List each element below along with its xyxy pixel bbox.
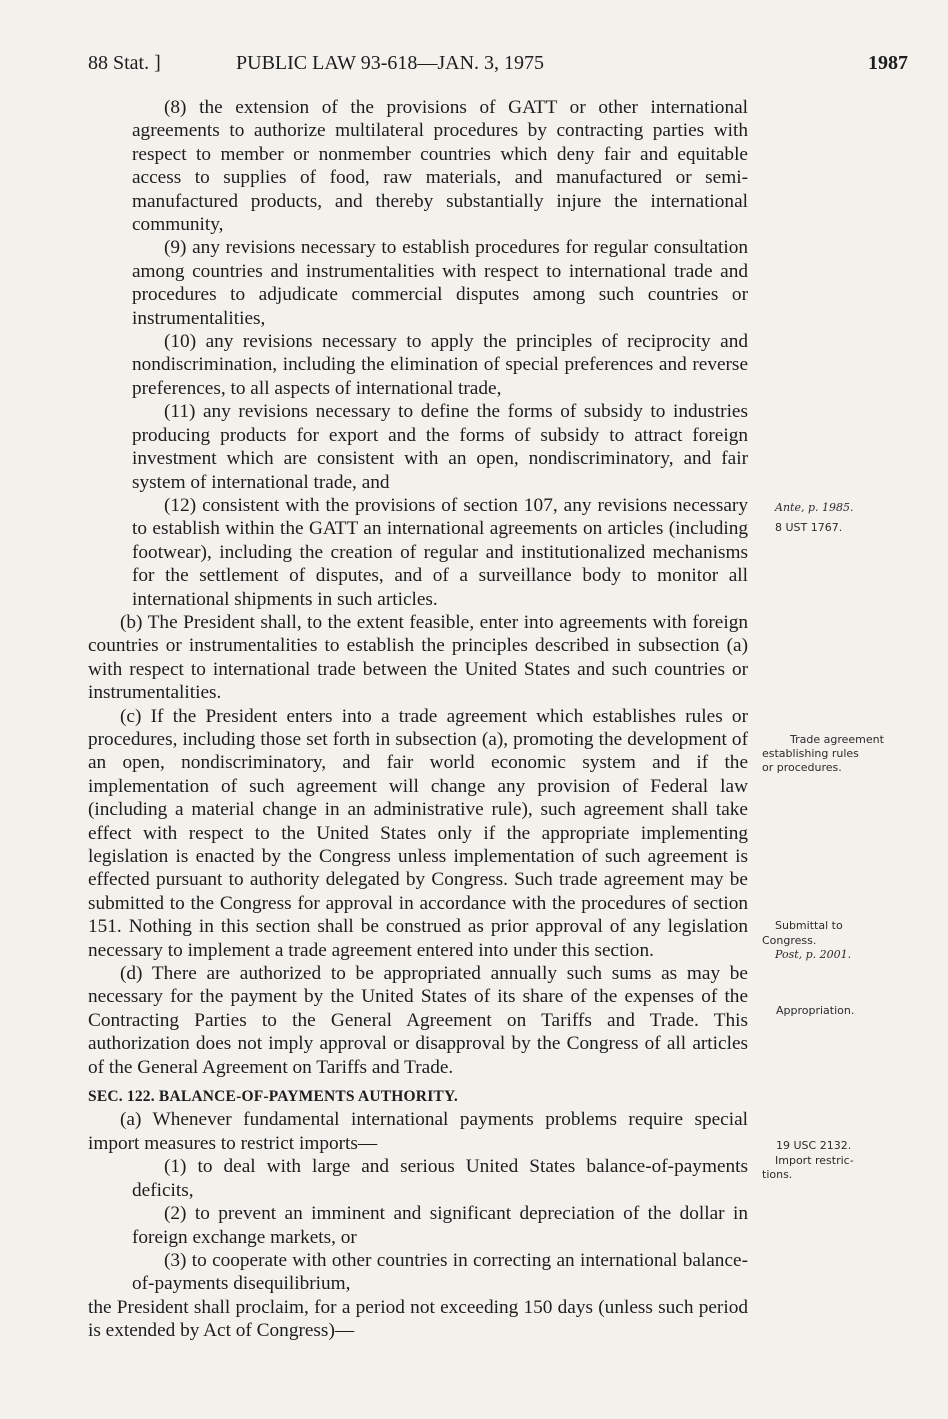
page-header [88, 52, 908, 86]
margin-note-post [775, 948, 851, 962]
subsection-c: (c) If the President enters into a trade agreement which establishes rules or procedures, including those set forth in subsection (a), promoting the development of an open, nondiscriminatory, and fair world economic system and if the implementation of such agreement will change any provision of Federal law (including a material change in an administrative rule), such agreement shall take effect with respect to the United States only if the appropriate implementing legislation is enacted by the Congress unless implementation of such agreement is effected pursuant to authority delegated by Congress. Such trade agreement may be submitted to the Congress for approval in accordance with the procedures of section 151. Nothing in this section shall be construed as prior approval of any legislation necessary to implement a trade agreement entered into under this section. [88, 705, 748, 961]
margin-note-ante [775, 501, 853, 515]
paragraph-12: (12) consistent with the provisions of section 107, any revisions necessary to establish within the GATT an international agreements on articles (including footwear), including the creation of regular and institutionalized mechanisms for the settlement of disputes, and of a surveillance body to monitor all international shipments in such articles. [132, 494, 748, 610]
margin-note-tions: tions. [762, 1168, 793, 1181]
subsection-d: (d) There are authorized to be appropriated annually such sums as may be necessary for the payment by the United States of its share of the expenses of the Contracting Parties to the General Agreement on Tariffs and Trade. This authorization does not imply approval or disapproval by the Congress of all articles of the General Agreement on Tariffs and Trade. [88, 963, 748, 1078]
section-122-a-3: (3) to cooperate with other countries in correcting an international balance-of-payments disequilibrium, [132, 1249, 748, 1295]
section-122-a: (a) Whenever fundamental international payments problems require special import measures to restrict imports— [88, 1109, 748, 1154]
page-number: 1987 [868, 52, 908, 74]
margin-note-import: Import restric- [775, 1154, 854, 1167]
paragraph-9: (9) any revisions necessary to establish procedures for regular consultation among countries and instrumentalities with respect to international trade and procedures to adjudicate commercial disputes among such countries or instrumentalities, [132, 237, 748, 329]
law-title: PUBLIC LAW 93-618—JAN. 3, 1975 [236, 52, 545, 74]
margin-note-procedures: or procedures. [762, 761, 842, 774]
subsection-b: (b) The President shall, to the extent feasible, enter into agreements with foreign countries or instrumentalities to establish the principles described in subsection (a) with respect to international trade between the United States and such countries or instrumentalities. [88, 611, 748, 704]
margin-note-submittal: Submittal to [775, 919, 843, 932]
paragraph-8: (8) the extension of the provisions of GATT or other international agreements to authorize multilateral procedures by contracting parties with respect to member or nonmember countries which deny fair and equitable access to supplies of food, raw materials, and manufactured or semi-manufactured products, and thereby substantially injure the international community, [132, 97, 748, 236]
margin-note-usc: 19 USC 2132. [776, 1139, 852, 1152]
document-body [88, 96, 748, 1343]
paragraph-10: (10) any revisions necessary to apply the principles of reciprocity and nondiscrimination, including the elimination of special preferences and reverse preferences, to all aspects of international trade, [132, 331, 748, 399]
section-122-tail: the President shall proclaim, for a period not exceeding 150 days (unless such period is extended by Act of Congress)— [88, 1296, 748, 1342]
margin-post-text: Post, p. 2001. [775, 948, 852, 961]
section-122-a-2: (2) to prevent an imminent and significant depreciation of the dollar in foreign exchange markets, or [132, 1203, 748, 1248]
section-122-a-1: (1) to deal with large and serious United States balance-of-payments deficits, [132, 1156, 748, 1201]
margin-note-establishing: establishing rules [762, 747, 859, 760]
section-heading: SEC. 122. BALANCE-OF-PAYMENTS AUTHORITY. [88, 1088, 459, 1106]
margin-note-ust: 8 UST 1767. [775, 521, 843, 534]
margin-ante-text: Ante, p. 1985. [775, 501, 854, 514]
margin-note-trade-agreement: Trade agreement [790, 733, 884, 746]
margin-note-congress: Congress. [762, 934, 817, 947]
statute-reference: 88 Stat. ] [88, 52, 161, 74]
paragraph-11: (11) any revisions necessary to define the forms of subsidy to industries producing products for export and the forms of subsidy to attract foreign investment which are consistent with an open, nondiscriminatory, and fair system of international trade, and [132, 401, 748, 493]
margin-note-appropriation: Appropriation. [776, 1004, 855, 1017]
